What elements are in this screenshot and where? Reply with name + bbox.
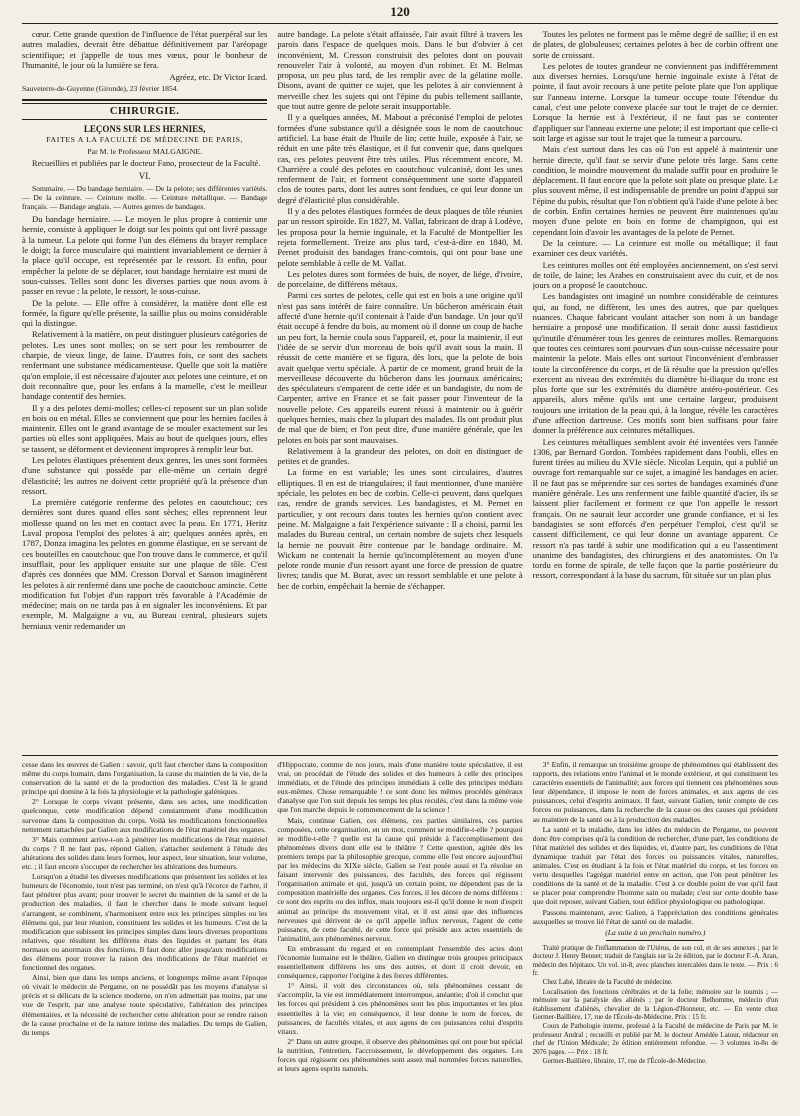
paragraph: Parmi ces sortes de pelotes, celle qui est en bois a une origine qu'il n'est pas sans intérêt de faire connaître. Un bûcheron américain était affecté d'une hernie qu'il contenait à l'aide d'un bandage. Un jour qu'il était occupé à fendre du bois, au moment où il donne un coup de hache un peu fort, la hernie coula sous l'appareil, et, pour la maintenir, il eut l'idée de se servir d'un morceau de bois qu'il avait sous la main. Il réussit de cette manière et se figura, dès lors, que la pelote de bois avait quelque vertu spéciale. À partir de ce moment, grand bruit de la merveilleuse découverte du bûcheron dans les journaux américains; des spéculateurs s'emparent de cette idée et un bandagiste, du nom de Carpenter, arrive en France et se fait passer pour l'inventeur de la nouvelle pelote. Ces appareils eurent réussi à maintenir ou à guérir quelques hernies, mais chez la plupart des malades. Ils ont produit plus de mal que de bien; et l'on peut dire, d'une manière générale, que les pelotes en bois par sont mauvaises. <box>277 290 523 445</box>
header-rule <box>22 23 778 24</box>
paragraph: Il y a des pelotes élastiques formées de deux plaques de tôle réunies par un ressort spiroïde. En 1827, M. Vallat, fabricant de drap à Lodève, les proposa pour la hernie inguinale, et la Faculté de Montpellier les rejeta formellement. Treize ans plus tard, c'est-à-dire en 1840, M. Pernet produisit des bandages franc-comtois, qui ont pour base une pelote semblable à celle de M. Vallat. <box>277 206 523 268</box>
paragraph: Les pelotes de toutes grandeur ne conviennent pas indifféremment aux diverses hernies. Lorsqu'une hernie inguinale existe à l'état de pointe, il faut avoir recours à une petite pelote plate que l'on applique sur l'anneau interne. Lorsque la tumeur occupe toute l'étendue du canal, c'est une pelote convexe placée sur tout le trajet de ce dernier. Lorsque la hernie est à l'extérieur, il ne faut pas se contenter d'appliquer sur l'anneau externe une pelote; il est important que celle-ci soit large et agisse sur tout le trajet que la tumeur a parcouru. <box>532 60 778 143</box>
ads-rule <box>606 940 704 941</box>
letter-place-date: Sauveterre-de-Guyenne (Gironde), 23 février 1854. <box>22 84 179 94</box>
paragraph: Lorsqu'on a étudié les diverses modifications que présentent les solides et les humeurs de l'économie, tout n'est pas terminé, on n'est qu'à l'écorce de l'arbre, il faut pénétrer plus avant; pour trouver le secret du maintien de la santé et de la production des maladies, il faut le chercher dans le mode suivant lequel s'arrangent, se combinent, s'harmonisent entre eux les principes simples ou les élémens qui, par leur réunion, constituent les solides et les humeurs. C'est de la modification que subissent les principes simples dans leurs diverses proportions relatives, que résultent les différens états des liquides et partant les états normaux ou anormaux des fonctions. Il faut donc aller jusqu'aux modifications des élémens pour trouver la raison des modifications de l'état matériel et fonctionnel des organes. <box>22 872 268 973</box>
article-intro: Recueillies et publiées par le docteur Fano, prosecteur de la Faculté. <box>32 158 261 168</box>
paragraph: Ainsi, bien que dans les temps anciens, et longtemps même avant l'époque où vivait le médecin de Pergame, on ne possédât pas les moyens d'analyse si précis et si délicats de la science moderne, on n'en admettait pas moins, par une vue de l'esprit, par une analyse toute spéculative, l'altération des principes élémentaires, et la nécessité de rechercher cette altération pour se rendre raison de la cause prochaine et de la nature intime des maladies. Du temps de Galien, du temps <box>22 973 268 1037</box>
lower-column-1 <box>22 760 267 1116</box>
paragraph: La première catégorie renferme des pelotes en caoutchouc; ces dernières sont dures quand elles sont sèches; elles reprennent leur mollesse quand on les met en contact avec la peau. En 1771, Heritz Laval proposa l'emploi des pelotes à air; quelques années après, en 1787, Donza imagina les pelotes en gomme élastique, en se servant de ces bouteilles en caoutchouc que l'on trouve dans le commerce, et qu'il insufflait, pour les appliquer ensuite sur une plaque de tôle. C'est d'après ces données que MM. Cresson Dorval et Sanson imaginèrent les pelotes à air renfermé dans une poche de caoutchouc amincie. Cette modification fut l'objet d'un rapport très favorable à l'Académie de médecine; mais on ne tarda pas à en signaler les inconvéniens. Et par exemple, M. Malgaigne a vu, au Bureau central, plusieurs sujets herniaux venir redemander un <box>22 497 268 631</box>
letter-ending: cœur. Cette grande question de l'influence de l'état puerpéral sur les autres maladies, devrait être débattue définitivement par l'aréopage scientifique; et j'appelle de tous mes vœux, pour le bonheur de l'humanité, le jour où la lumière se fera. <box>22 29 268 70</box>
section-subrule <box>22 119 267 120</box>
paragraph: 1° Ainsi, il voit des circonstances où, tels phénomènes cessant de s'accomplir, la vie est immédiatement interrompue, anéantie; d'où il conclut que les forces qui président à ces phénomènes sont les plus importantes et les plus essentielles à la vie; en conséquence, il leur donne le nom de forces, de puissances, de facultés vitales, et aux agens de ces puissances celui d'esprits vitaux. <box>277 981 523 1036</box>
paragraph: d'Hippocrate, comme de nos jours, mais d'une manière toute spéculative, il est vrai, on procédait de l'étude des solides et des humeurs à celle des principes immédiats, et de l'étude des principes immédiats à celle des principes médiats eux-mêmes. Chose remarquable ! ce sont donc les mêmes procédés généraux d'analyse que l'on suit depuis les temps les plus reculés, c'est dans la même voie que l'on marche depuis le commencement de la science ! <box>277 760 523 815</box>
paragraph: La forme en est variable; les unes sont circulaires, d'autres elliptiques. Il en est de triangulaires; il faut mentionner, d'une manière spéciale, les pelotes en bec de corbin. Celle-ci peuvent, dans quelques cas, rendre de grands services. Les bandagistes, et M. Pernet en particulier, y ont recours dans toutes les hernies qu'on contient avec peine. M. Malgaigne a fait l'expérience suivante : Il a choisi, parmi les malades du Bureau central, un certain nombre de sujets chez lesquels la hernie ne pouvait être contenue par le bandage ordinaire. M. Wickam ne contenait la hernie qu'incomplètement au moyen d'une pelote ronde munie d'un ressort ayant une force de pression de quatre livres; tandis que M. Burat, avec un ressort semblable et une pelote à bec de corbin, empêchait la hernie de s'échapper. <box>277 467 523 591</box>
paragraph: 3° Mais comment arrive-t-on à pénétrer les modifications de l'état matériel du corps ? Il ne faut pas, répond Galien, s'attacher seulement à l'étude des altérations des solides dans leurs formes, leur aspect, leur situation, leur volume, etc. ; il faut encore s'occuper de rechercher les altérations des humeurs. <box>22 834 268 872</box>
paragraph: 2° Lorsque le corps vivant présente, dans ses actes, une modification quelconque, cette modification dépend constamment d'une modification survenue dans la composition du corps. Voilà les modifications fonctionnelles nettement rattachées par Galien aux modifications de l'état matériel des organes. <box>22 797 268 834</box>
book-advert-publisher: Chez Labé, libraire de la Faculté de médecine. <box>542 978 673 987</box>
paragraph: De la pelote. — Elle offre à considérer, la matière dont elle est formée, la figure qu'elle présente, la saillie plus ou moins considérable qui la distingue. <box>22 297 268 329</box>
paragraph: 2° Dans un autre groupe, il observe des phénomènes qui ont pour but spécial la nutrition, l'entretien, l'accroissement, le développement des organes. Les forces qui régissent ces phénomènes sont assez mal nommées forces naturelles, et leurs agens esprits naturels. <box>277 1036 523 1074</box>
paragraph: Relativement à la grandeur des pelotes, on doit en distinguer de petites et de grandes. <box>277 445 523 467</box>
paragraph: autre bandage. La pelote s'était affaissée, l'air avait filtré à travers les parois dans l'espace de quelques mois. Dans le but d'obvier à cet inconvénient, M. Cresson construisit des pelotes dont on pouvait renouveler l'air à volonté, au moyen d'un robinet. Et M. Belmas proposa, un peu plus tard, de les remplir avec de la gélatine molle. Disons, avant de quitter ce sujet, que les pelotes à air conviennent à merveille chez les sujets qui ont l'épine du pubis tellement saillante, que tout autre genre de pelote serait insupportable. <box>277 29 523 112</box>
article-author: Par M. le Professeur MALGAIGNE. <box>87 146 203 156</box>
book-advert: Localisation des fonctions cérébrales et de la folie; mémoire sur le tournis ; — mémoire sur la paralysie des aliénés ; par le docteur Belhomme, médecin d'un établissement d'aliénés, chevalier de la Légion-d'Honneur, etc. — En vente chez Germer-Baillière, 17, rue de l'École-de-Médecine. Prix : 15 fr. <box>532 987 778 1022</box>
paragraph: Les pelotes dures sont formées de buis, de noyer, de liége, d'ivoire, de porcelaine, de différens métaux. <box>277 268 523 290</box>
book-advert: Traité pratique de l'inflammation de l'Utérus, de son col, et de ses annexes ; par le docteur J. Henry Bennet; traduit de l'anglais sur la 2e édition, par le docteur F.-A. Aran, médecin des hôpitaux. Un vol. in-8, avec planches intercalées dans le texte. — Prix : 6 fr. <box>532 943 778 977</box>
paragraph: La santé et la maladie, dans les idées du médecin de Pergame, ne peuvent donc être comprises qu'à la condition de rechercher, d'une part, les conditions de l'état matériel des solides et des liquides, et, d'autre part, les conditions de l'état dynamique traduit par l'état des forces ou puissances vitales, naturelles, animales. C'est en étudiant à la fois et l'état matériel du corps, et les forces en vertu desquelles l'agrégat matériel entre en action, que l'on peut pénétrer les conditions de la santé et de la maladie. C'est à ce double point de vue qu'il faut se placer pour comprendre l'homme sain ou malade; c'est sur cette double base que doit reposer, suivant Galien, tout édifice physiologique ou pathologique. <box>532 824 778 907</box>
paragraph: Les ceintures métalliques semblent avoir été inventées vers l'année 1306, par Bernard Gordon. Tombées rapidement dans l'oubli, elles en furent tirées au milieu du XVIe siècle. Nicolas Lequin, qui a publié un ouvrage fort remarquable sur ce sujet, a imaginé les bandages en acier. Il ne faut pas se méprendre sur ces sortes de bandages examinés d'une manière générale. Les uns renferment une faible quantité d'acier, ils se laissent plier facilement et forment ce que l'on appelle le ressort français. On ne saurait leur accorder une grande confiance, et si les bandagistes se sont efforcés d'en perpétuer l'emploi, c'est qu'il se cassent difficilement, ce qui leur donne un avantage apparent. Ce ressort n'a pas tardé à subir une modification qui a eu l'assentiment unanime des bandagistes, des chirurgiens et des anatomistes. On l'a tordu en forme de spirale, de telle façon que la partie postérieure du ressort, correspondant à la base du sacrum, fût située sur un plan plus <box>532 436 778 581</box>
article-title: LEÇONS SUR LES HERNIES, <box>83 124 206 135</box>
paragraph: Du bandage herniaire. — Le moyen le plus propre à contenir une hernie, consiste à appliquer le doigt sur les points qui ont livré passage à la tumeur. La pelote qui forme l'un des élémens du brayer remplace le doigt; la force musculaire qui maintient invariablement ce dernier à la place qu'il occupe, est représentée par le ressort. Et enfin, pour empêcher la pelote de se déplacer, tout bandage herniaire est muni de sous-cuisses. Telles sont donc les diverses parties que nous avons à passer en revue : la pelote, le ressort, le sous-cuisse. <box>22 214 268 297</box>
lower-column-2 <box>277 760 522 1116</box>
lecture-number: VI. <box>138 171 151 182</box>
paragraph: Passons maintenant, avec Galien, à l'appréciation des conditions générales auxquelles se trouve lié l'état de santé ou de maladie. <box>532 907 778 926</box>
lower-column-3 <box>533 760 778 1116</box>
upper-column-2 <box>277 29 522 749</box>
book-advert-publisher: Germer-Baillière, libraire, 17, rue de l'École-de-Médecine. <box>542 1057 707 1066</box>
paragraph: cesse dans les œuvres de Galien : savoir, qu'il faut chercher dans la composition même du corps humain, dans l'organisation, la cause du maintien de la vie, de la conservation de la santé et de la production des maladies. C'est là le grand principe qui domine à la fois la physiologie et la pathologie galéniques. <box>22 760 268 797</box>
upper-column-1 <box>22 29 267 749</box>
paragraph: 3° Enfin, il remarque un troisième groupe de phénomènes qui établissent des rapports, des relations entre l'animal et le monde extérieur, et qui constituent les caractères essentiels de l'animalité; aux forces qui tiennent ces phénomènes sous leur dépendance, il impose le nom de forces animales, et aux agens de ces puissances, celui d'esprits animaux. Il faut, suivant Galien, tenir compte de ces forces ou puissances, dans la recherche de la cause ou des causes qui président au maintien de la santé ou à la production des maladies. <box>532 760 778 824</box>
section-rule <box>22 99 267 104</box>
continued-note: (La suite à un prochain numéro.) <box>605 927 706 937</box>
lecture-summary: Sommaire. — Du bandage herniaire. — De la pelote; ses différentes variétés. — De la ceinture. — Ceinture molle. — Ceinture métallique. — Bandage français. — Bandage anglais. — Autres genres de bandages. <box>22 183 268 211</box>
lower-columns <box>22 760 778 1116</box>
paragraph: Mais, continue Galien, ces élémens, ces parties similaires, ces parties composées, cette organisation, en un mot, comment se modifie-t-elle ? pourquoi se modifie-t-elle ? quelle est la cause qui préside à l'accomplissement des phénomènes divers dont elle est le théâtre ? Cette question, agitée dès les premiers temps par la philosophie grecque, comme elle l'est encore aujourd'hui par les médecins du XIXe siècle, Galien se l'est posée aussi et l'a résolue en faisant intervenir des puissances, des facultés, des forces qui régissent l'organisation animale et qui, jusqu'à un certain point, ne dépendent pas de la composition matérielle des organes. Ces forces, il les décore de noms différens : ce sont des esprits ou des influx, mais toujours est-il qu'il donne le nom d'esprit animal au principe du mouvement vital, et il est ainsi que des influences nerveuses qui dérivent de ce qu'il appelle influx nerveux, l'agent de cette puissance, de cette faculté, de cette force qui préside aux actes essentiels de l'animalité, aux phénomènes nerveux. <box>277 815 523 943</box>
letter-signature: Agréez, etc. Dr Victor Icard. <box>169 72 268 83</box>
book-advert: Cours de Pathologie interne, professé à la Faculté de médecine de Paris par M. le professeur Andral ; recueilli et publié par M. le docteur Amédée Latour, rédacteur en chef de l'Union Médicale; 2e édition entièrement refondue. — 3 volumes in-8o de 2076 pages. — Prix : 18 fr. <box>532 1022 778 1056</box>
paragraph: Relativement à la matière, on peut distinguer plusieurs catégories de pelotes. Les unes sont molles; on se sert pour les rembourrer de charpie, de vieux linge, de laine. D'autres fois, ce sont des sachets renfermant une substance médicamenteuse. Quelle que soit la matière qu'on emploie, il est nécessaire d'ajouter aux pelotes une ceinture, et on doit reconnaître que, pour les enfans à la mamelle, c'est le meilleur bandage contentif des hernies. <box>22 329 268 402</box>
paragraph: Il y a quelques années, M. Mabout a préconisé l'emploi de pelotes formées d'une substance qu'il a désignée sous le nom de caoutchouc artificiel. La base était de l'huile de lin; cette huile, exposée à l'air, se réduit en une pâte très élastique, et il fut convenir que, dans quelques cas, ces pelotes peuvent être très utiles. Plus récemment encore, M. Charrière a coulé des pelotes en caoutchouc vulcanisé, dont les unes renferment de l'air, et forment conséquemment une sorte d'appareil clos de toutes parts, dont les autres sont fendues, ce qui leur donne un degré d'élasticité plus considérable. <box>277 112 523 205</box>
page-number: 120 <box>390 4 410 19</box>
paragraph: De la ceinture. — La ceinture est molle ou métallique; il faut examiner ces deux variétés. <box>532 237 778 259</box>
section-heading: CHIRURGIE. <box>109 105 180 117</box>
paragraph: Les pelotes élastiques présentent deux genres, les unes sont formées d'une substance qui possède par elle-même un certain degré d'élasticité; les autres ne doivent cette propriété qu'à la présence d'un ressort. <box>22 455 268 496</box>
feuilleton-rule <box>22 755 778 756</box>
paragraph: Il y a des pelotes demi-molles; celles-ci reposent sur un plan solide en bois ou en métal. Elles se conviennent que pour les hernies faciles à maintenir. Elles ont le grand avantage de se mouler exactement sur les parties où elles sont appliquées. Mais au bout de quelques jours, elles se tassent, se déforment et deviennent impropres à remplir leur but. <box>22 402 268 454</box>
upper-column-3 <box>533 29 778 749</box>
paragraph: En embrassant du regard et en contemplant l'ensemble des actes dont l'économie humaine est le théâtre, Galien en distingue trois groupes principaux essentiellement différens les uns des autres, et dont il croit devoir, en conséquence, rapporter l'origine à des forces différentes. <box>277 943 523 981</box>
paragraph: Mais c'est surtout dans les cas où l'on est appelé à maintenir une hernie directe, qu'il faut se servir d'une pelote très large. Sans cette condition, le moindre mouvement du malade suffit pour en produire le déplacement. Il faut encore que la pelote soit plate ou presque plate. Le plus souvent même, il est indispensable de prendre un point d'appui sur l'épine du pubis, résultat que l'on n'obtient qu'à l'aide d'une pelote à bec de corbin. Enfin certaines hernies ne peuvent être maintenues qu'au moyen d'une pelote en bois en forme de champignon, qui est cependant loin d'avoir les avantages de la pelote de Pernet. <box>532 144 778 237</box>
article-subtitle: FAITES A LA FACULTÉ DE MÉDECINE DE PARIS, <box>46 135 244 145</box>
paragraph: Les ceintures molles ont été employées anciennement, on s'est servi de toile, de laine; les Arabes en construisaient avec du cuir, et de nos jours on a proposé le caoutchouc. <box>532 259 778 291</box>
paragraph: Toutes les pelotes ne forment pas le même degré de saillie; il en est de plates, de globuleuses; certaines pelotes à bec de corbin offrent une sorte de croissant. <box>532 29 778 60</box>
upper-columns <box>22 29 778 749</box>
paragraph: Les bandagistes ont imaginé un nombre considérable de ceintures qui, au fond, ne diffèrent, les unes des autres, que par quelques nuances. Chaque fabricant voulant attacher son nom à un bandage herniaire a proposé une modification. Il serait donc aussi fastidieux qu'inutile d'énumérer tous les genres de ceintures molles. Remarquons que toutes ces ceintures sont pourvues d'un sous-cuisse nécessaire pour maintenir la pelote. Mais elles ont surtout l'inconvénient d'embrasser toute la circonférence du corps, et de là résulte que la pression qu'elles exercent au niveau des extrémités du diamètre bi-iliaque du tronc est plus forte que sur les extrémités du diamètre antéro-postérieur. Ces appareils, alors même qu'ils ont une certaine largeur, produisent toujours une irritation de la peau qui, à la longue, révèle les caractères d'une affection dartreuse. Ces motifs sont bien suffisans pour faire donner la préférence aux ceintures métalliques. <box>532 291 778 436</box>
